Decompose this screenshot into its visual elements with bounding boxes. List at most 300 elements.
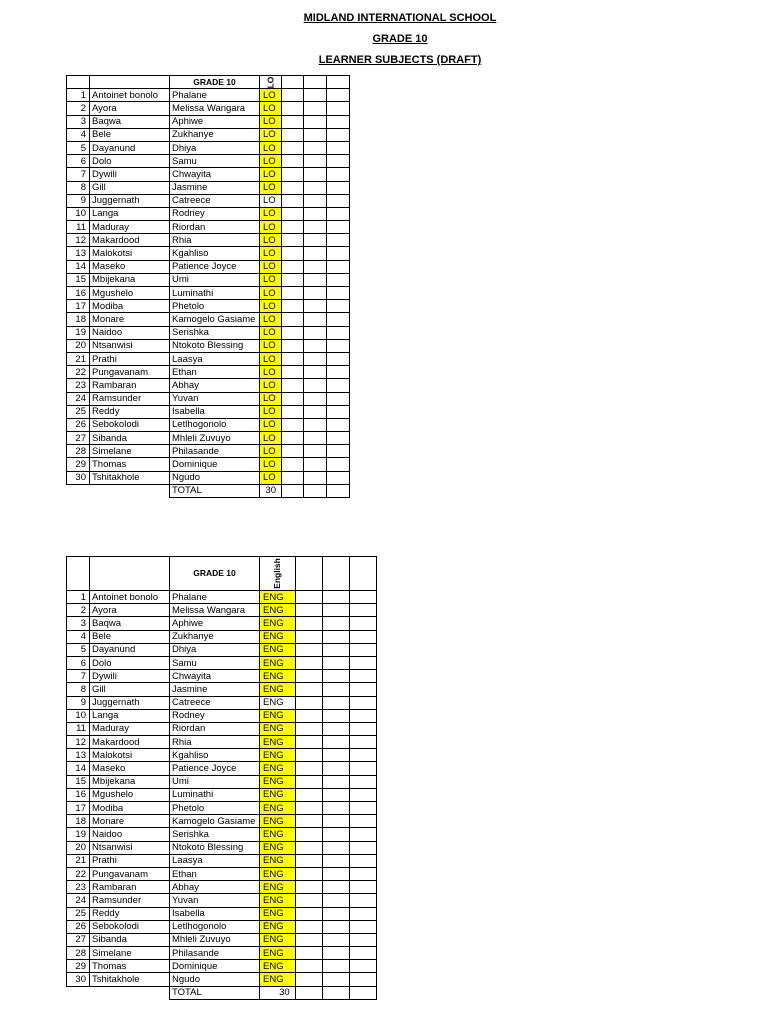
table-row (67, 815, 377, 828)
blank-cell (304, 115, 327, 128)
blank-cell (295, 907, 322, 920)
blank-cell (295, 802, 322, 815)
subject-code: LO (260, 458, 282, 471)
blank-cell (322, 591, 349, 604)
blank-cell (67, 76, 90, 89)
blank-cell (295, 933, 322, 946)
row-number: 9 (67, 194, 90, 207)
learner-surname: Tshitakhole (90, 973, 170, 986)
subject-code: ENG (260, 920, 296, 933)
learner-first-name: Ntokoto Blessing (170, 339, 260, 352)
table-row (67, 207, 350, 220)
blank-cell (322, 557, 349, 591)
learner-surname: Malokotsi (90, 749, 170, 762)
blank-cell (322, 604, 349, 617)
blank-cell (282, 418, 304, 431)
blank-cell (327, 379, 350, 392)
blank-cell (304, 273, 327, 286)
blank-cell (327, 234, 350, 247)
learner-first-name: Dhiya (170, 141, 260, 154)
blank-cell (282, 445, 304, 458)
learner-surname: Sibanda (90, 933, 170, 946)
subject-code: ENG (260, 854, 296, 867)
table-row (67, 260, 350, 273)
blank-cell (327, 221, 350, 234)
blank-cell (295, 867, 322, 880)
blank-cell (67, 986, 90, 999)
blank-cell (295, 736, 322, 749)
learner-surname: Baqwa (90, 617, 170, 630)
blank-cell (295, 643, 322, 656)
row-number: 21 (67, 352, 90, 365)
blank-cell (322, 960, 349, 973)
table-row (67, 168, 350, 181)
total-row (67, 484, 350, 497)
blank-cell (349, 736, 376, 749)
subject-code: ENG (260, 604, 296, 617)
blank-cell (349, 815, 376, 828)
subject-code: LO (260, 221, 282, 234)
blank-cell (90, 986, 170, 999)
blank-cell (304, 418, 327, 431)
total-label: TOTAL (170, 986, 260, 999)
table-row (67, 630, 377, 643)
row-number: 25 (67, 907, 90, 920)
blank-cell (282, 168, 304, 181)
blank-cell (349, 881, 376, 894)
table-row (67, 828, 377, 841)
blank-cell (295, 920, 322, 933)
learner-first-name: Letlhogonolo (170, 920, 260, 933)
table-row (67, 234, 350, 247)
blank-cell (322, 907, 349, 920)
subject-code: LO (260, 115, 282, 128)
blank-cell (322, 973, 349, 986)
blank-cell (295, 630, 322, 643)
learner-surname: Ramsunder (90, 894, 170, 907)
learner-first-name: Yuvan (170, 894, 260, 907)
table-row (67, 445, 350, 458)
blank-cell (322, 762, 349, 775)
subject-code: ENG (260, 841, 296, 854)
learner-first-name: Patience Joyce (170, 260, 260, 273)
subject-code: LO (260, 392, 282, 405)
learner-first-name: Samu (170, 155, 260, 168)
total-value: 30 (260, 986, 296, 999)
blank-cell (282, 155, 304, 168)
blank-cell (304, 326, 327, 339)
learner-surname: Monare (90, 313, 170, 326)
blank-cell (282, 300, 304, 313)
table-row (67, 432, 350, 445)
table-row (67, 128, 350, 141)
row-number: 12 (67, 736, 90, 749)
subject-code: ENG (260, 656, 296, 669)
blank-cell (327, 207, 350, 220)
learner-first-name: Dominique (170, 960, 260, 973)
learner-surname: Ntsanwisi (90, 841, 170, 854)
learner-first-name: Rodney (170, 207, 260, 220)
table-row (67, 854, 377, 867)
learner-surname: Mbijekana (90, 273, 170, 286)
learner-surname: Dayanund (90, 643, 170, 656)
blank-cell (304, 379, 327, 392)
blank-cell (295, 617, 322, 630)
learner-surname: Maseko (90, 260, 170, 273)
blank-cell (349, 670, 376, 683)
blank-cell (327, 458, 350, 471)
row-number: 11 (67, 221, 90, 234)
learner-surname: Makardood (90, 736, 170, 749)
blank-cell (327, 260, 350, 273)
row-number: 14 (67, 260, 90, 273)
blank-cell (282, 287, 304, 300)
learner-surname: Simelane (90, 445, 170, 458)
blank-cell (304, 207, 327, 220)
table-row (67, 947, 377, 960)
table-row (67, 907, 377, 920)
learner-first-name: Phetolo (170, 300, 260, 313)
blank-cell (322, 933, 349, 946)
row-number: 20 (67, 841, 90, 854)
table-row (67, 392, 350, 405)
table-row (67, 670, 377, 683)
blank-cell (322, 815, 349, 828)
subject-code: ENG (260, 643, 296, 656)
learner-surname: Maseko (90, 762, 170, 775)
row-number: 2 (67, 102, 90, 115)
blank-cell (327, 432, 350, 445)
table-row (67, 894, 377, 907)
row-number: 27 (67, 933, 90, 946)
table-row (67, 802, 377, 815)
row-number: 7 (67, 168, 90, 181)
row-number: 20 (67, 339, 90, 352)
row-number: 23 (67, 881, 90, 894)
blank-cell (349, 894, 376, 907)
blank-cell (282, 392, 304, 405)
blank-cell (295, 656, 322, 669)
table-row (67, 458, 350, 471)
blank-cell (349, 709, 376, 722)
row-number: 22 (67, 867, 90, 880)
table-row (67, 102, 350, 115)
blank-cell (282, 194, 304, 207)
blank-cell (349, 630, 376, 643)
blank-cell (349, 828, 376, 841)
subject-code: ENG (260, 907, 296, 920)
subject-header: LO (265, 76, 275, 88)
row-number: 16 (67, 788, 90, 801)
blank-cell (282, 339, 304, 352)
blank-cell (327, 352, 350, 365)
blank-cell (295, 591, 322, 604)
blank-cell (90, 484, 170, 497)
learner-first-name: Riordan (170, 722, 260, 735)
blank-cell (349, 604, 376, 617)
learner-surname: Dywili (90, 670, 170, 683)
blank-cell (304, 128, 327, 141)
learner-surname: Langa (90, 207, 170, 220)
blank-cell (304, 313, 327, 326)
blank-cell (295, 828, 322, 841)
table-row (67, 273, 350, 286)
subject-code: ENG (260, 591, 296, 604)
learner-surname: Malokotsi (90, 247, 170, 260)
blank-cell (327, 155, 350, 168)
blank-cell (304, 76, 327, 89)
learner-first-name: Isabella (170, 405, 260, 418)
subject-code: LO (260, 432, 282, 445)
blank-cell (327, 128, 350, 141)
subject-code: LO (260, 366, 282, 379)
table-row (67, 920, 377, 933)
blank-cell (349, 762, 376, 775)
learner-surname: Pungavanam (90, 366, 170, 379)
subject-code: LO (260, 445, 282, 458)
learner-surname: Maduray (90, 722, 170, 735)
blank-cell (327, 300, 350, 313)
row-number: 27 (67, 432, 90, 445)
row-number: 30 (67, 471, 90, 484)
row-number: 29 (67, 960, 90, 973)
learner-first-name: Aphiwe (170, 115, 260, 128)
blank-cell (322, 643, 349, 656)
blank-cell (304, 405, 327, 418)
blank-cell (349, 986, 376, 999)
row-number: 10 (67, 207, 90, 220)
blank-cell (295, 854, 322, 867)
learner-surname: Prathi (90, 854, 170, 867)
table-row (67, 471, 350, 484)
blank-cell (295, 986, 322, 999)
blank-cell (282, 432, 304, 445)
learner-first-name: Ethan (170, 366, 260, 379)
learner-first-name: Letlhogonolo (170, 418, 260, 431)
table-row (67, 287, 350, 300)
table-row (67, 221, 350, 234)
row-number: 3 (67, 115, 90, 128)
table-row (67, 617, 377, 630)
blank-cell (282, 273, 304, 286)
blank-cell (322, 736, 349, 749)
blank-cell (282, 181, 304, 194)
learner-first-name: Isabella (170, 907, 260, 920)
learner-surname: Dolo (90, 656, 170, 669)
row-number: 30 (67, 973, 90, 986)
blank-cell (327, 194, 350, 207)
row-number: 26 (67, 920, 90, 933)
blank-cell (304, 392, 327, 405)
blank-cell (282, 484, 304, 497)
blank-cell (282, 89, 304, 102)
learner-first-name: Kgahliso (170, 749, 260, 762)
lo-subject-table (66, 75, 350, 498)
learner-first-name: Zukhanye (170, 630, 260, 643)
subject-code: ENG (260, 815, 296, 828)
table-row (67, 736, 377, 749)
row-number: 15 (67, 775, 90, 788)
row-number: 22 (67, 366, 90, 379)
learner-first-name: Catreece (170, 696, 260, 709)
table-row (67, 115, 350, 128)
subject-code: ENG (260, 947, 296, 960)
row-number: 4 (67, 128, 90, 141)
table-row (67, 181, 350, 194)
learner-first-name: Melissa Wangara (170, 102, 260, 115)
blank-cell (349, 841, 376, 854)
blank-cell (282, 260, 304, 273)
learner-first-name: Ntokoto Blessing (170, 841, 260, 854)
blank-cell (349, 788, 376, 801)
blank-cell (295, 894, 322, 907)
blank-cell (304, 234, 327, 247)
table-row (67, 141, 350, 154)
row-number: 18 (67, 815, 90, 828)
blank-cell (295, 960, 322, 973)
subject-code: ENG (260, 788, 296, 801)
blank-cell (349, 775, 376, 788)
blank-cell (349, 683, 376, 696)
blank-cell (327, 313, 350, 326)
row-number: 1 (67, 89, 90, 102)
blank-cell (349, 802, 376, 815)
learner-first-name: Chwayita (170, 168, 260, 181)
blank-cell (304, 287, 327, 300)
blank-cell (304, 471, 327, 484)
learner-first-name: Samu (170, 656, 260, 669)
blank-cell (282, 405, 304, 418)
blank-cell (349, 973, 376, 986)
learner-first-name: Abhay (170, 379, 260, 392)
school-title: MIDLAND INTERNATIONAL SCHOOL (303, 12, 497, 24)
row-number: 24 (67, 894, 90, 907)
table-row (67, 788, 377, 801)
learner-first-name: Mhleli Zuvuyo (170, 933, 260, 946)
blank-cell (349, 749, 376, 762)
learner-surname: Pungavanam (90, 867, 170, 880)
blank-cell (282, 207, 304, 220)
learner-first-name: Laasya (170, 854, 260, 867)
learner-surname: Sibanda (90, 432, 170, 445)
blank-cell (295, 557, 322, 591)
learner-surname: Ntsanwisi (90, 339, 170, 352)
row-number: 6 (67, 656, 90, 669)
subject-code: ENG (260, 617, 296, 630)
table-row (67, 418, 350, 431)
learner-first-name: Umi (170, 775, 260, 788)
blank-cell (282, 379, 304, 392)
row-number: 24 (67, 392, 90, 405)
subject-code: ENG (260, 722, 296, 735)
row-number: 17 (67, 300, 90, 313)
row-number: 1 (67, 591, 90, 604)
row-number: 19 (67, 326, 90, 339)
subject-code: ENG (260, 960, 296, 973)
subject-code: LO (260, 194, 282, 207)
learner-surname: Modiba (90, 802, 170, 815)
subject-code: LO (260, 247, 282, 260)
learner-surname: Bele (90, 128, 170, 141)
subject-code: LO (260, 207, 282, 220)
learner-first-name: Ngudo (170, 973, 260, 986)
learner-surname: Thomas (90, 960, 170, 973)
blank-cell (282, 313, 304, 326)
blank-cell (295, 670, 322, 683)
learner-surname: Baqwa (90, 115, 170, 128)
row-number: 28 (67, 445, 90, 458)
blank-cell (295, 841, 322, 854)
blank-cell (349, 933, 376, 946)
learner-surname: Thomas (90, 458, 170, 471)
row-number: 26 (67, 418, 90, 431)
subject-code: ENG (260, 670, 296, 683)
blank-cell (327, 471, 350, 484)
subject-code: LO (260, 471, 282, 484)
learner-surname: Simelane (90, 947, 170, 960)
row-number: 12 (67, 234, 90, 247)
blank-cell (322, 894, 349, 907)
table-row (67, 352, 350, 365)
learner-surname: Ayora (90, 604, 170, 617)
blank-cell (295, 683, 322, 696)
subject-code: ENG (260, 867, 296, 880)
learner-surname: Bele (90, 630, 170, 643)
subject-header-cell (260, 76, 282, 89)
table-row (67, 881, 377, 894)
learner-surname: Gill (90, 181, 170, 194)
row-number: 13 (67, 247, 90, 260)
subject-code: ENG (260, 736, 296, 749)
blank-cell (304, 89, 327, 102)
row-number: 25 (67, 405, 90, 418)
learner-surname: Ramsunder (90, 392, 170, 405)
blank-cell (282, 247, 304, 260)
learner-first-name: Phalane (170, 89, 260, 102)
grade-header: GRADE 10 (170, 557, 260, 591)
subject-code: LO (260, 379, 282, 392)
blank-cell (327, 102, 350, 115)
row-number: 28 (67, 947, 90, 960)
row-number: 21 (67, 854, 90, 867)
learner-surname: Tshitakhole (90, 471, 170, 484)
learner-first-name: Rhia (170, 736, 260, 749)
subject-code: LO (260, 418, 282, 431)
learner-surname: Mgushelo (90, 788, 170, 801)
row-number: 5 (67, 643, 90, 656)
total-label: TOTAL (170, 484, 260, 497)
blank-cell (67, 484, 90, 497)
row-number: 16 (67, 287, 90, 300)
learner-surname: Makardood (90, 234, 170, 247)
row-number: 18 (67, 313, 90, 326)
subject-code: LO (260, 352, 282, 365)
table-row (67, 643, 377, 656)
learner-surname: Monare (90, 815, 170, 828)
blank-cell (304, 484, 327, 497)
learner-surname: Rambaran (90, 881, 170, 894)
blank-cell (327, 326, 350, 339)
blank-cell (282, 115, 304, 128)
blank-cell (322, 881, 349, 894)
learner-first-name: Catreece (170, 194, 260, 207)
learner-surname: Naidoo (90, 828, 170, 841)
table-row (67, 762, 377, 775)
row-number: 14 (67, 762, 90, 775)
grade-title: GRADE 10 (372, 33, 428, 45)
blank-cell (304, 155, 327, 168)
blank-cell (304, 102, 327, 115)
